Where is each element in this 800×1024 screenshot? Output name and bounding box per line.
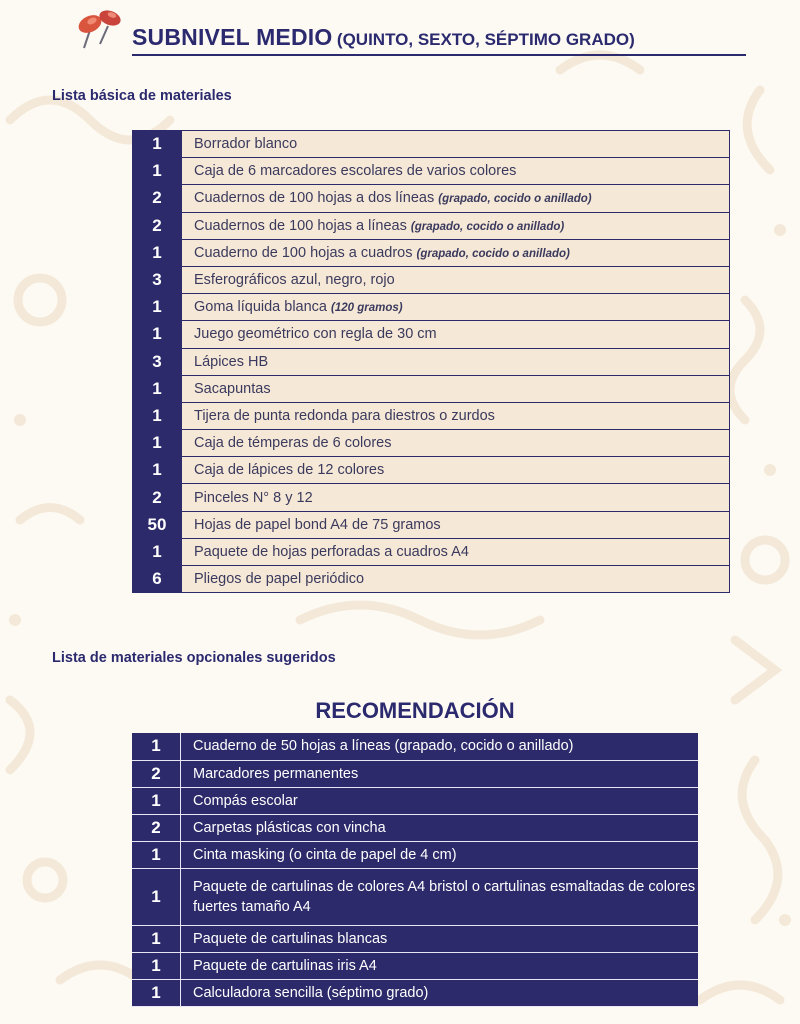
- item-quantity: 1: [133, 321, 182, 348]
- table-row: [133, 239, 730, 266]
- item-quantity: 1: [132, 925, 181, 952]
- item-description: [182, 321, 730, 348]
- table-row: [133, 348, 730, 375]
- item-text: Caja de 6 marcadores escolares de varios colores: [194, 163, 517, 180]
- item-quantity: 1: [133, 457, 182, 484]
- item-text: Pinceles N° 8 y 12: [194, 489, 313, 506]
- item-note: (grapado, cocido o anillado): [416, 247, 570, 260]
- optional-materials-table: [132, 733, 698, 1007]
- header-divider: [132, 54, 746, 56]
- table-row: [132, 868, 698, 925]
- item-text: Hojas de papel bond A4 de 75 gramos: [194, 516, 441, 533]
- item-description: [182, 375, 730, 402]
- table-row: [133, 266, 730, 293]
- table-row: [133, 294, 730, 321]
- item-quantity: 1: [133, 158, 182, 185]
- item-description: [182, 294, 730, 321]
- page-title-main: SUBNIVEL MEDIO: [132, 24, 333, 50]
- item-description: [182, 239, 730, 266]
- table-row: [132, 841, 698, 868]
- item-description: Cinta masking (o cinta de papel de 4 cm): [181, 841, 699, 868]
- item-quantity: 1: [132, 733, 181, 760]
- table-row: [133, 158, 730, 185]
- item-description: [182, 402, 730, 429]
- table-row: [133, 538, 730, 565]
- item-description: Paquete de cartulinas de colores A4 bristol o cartulinas esmaltadas de colores fuertes tamaño A4: [181, 868, 699, 925]
- item-quantity: 1: [132, 979, 181, 1006]
- page-title-grades: (QUINTO, SEXTO, SÉPTIMO GRADO): [336, 30, 635, 49]
- item-text: Caja de témperas de 6 colores: [194, 435, 392, 452]
- item-description: [182, 185, 730, 212]
- table-row: [133, 511, 730, 538]
- item-quantity: 3: [133, 348, 182, 375]
- table-row: [133, 457, 730, 484]
- item-description: Cuaderno de 50 hojas a líneas (grapado, cocido o anillado): [181, 733, 699, 760]
- table-row: [133, 484, 730, 511]
- item-description: [182, 511, 730, 538]
- item-text: Caja de lápices de 12 colores: [194, 462, 385, 479]
- item-note: (120 gramos): [331, 302, 403, 315]
- table-row: [132, 979, 698, 1006]
- item-text: Cuaderno de 100 hojas a cuadros: [194, 244, 417, 261]
- item-quantity: 1: [132, 868, 181, 925]
- item-quantity: 1: [132, 787, 181, 814]
- item-quantity: 1: [133, 430, 182, 457]
- item-description: [182, 212, 730, 239]
- basic-list-label: Lista básica de materiales: [52, 88, 232, 104]
- basic-materials-table: [132, 130, 730, 593]
- table-row: [132, 760, 698, 787]
- item-quantity: 1: [133, 239, 182, 266]
- table-row: [133, 430, 730, 457]
- table-row: [133, 402, 730, 429]
- table-row: [132, 952, 698, 979]
- item-description: [182, 457, 730, 484]
- pushpins-icon: [70, 4, 126, 54]
- item-quantity: 2: [132, 760, 181, 787]
- item-text: Esferográficos azul, negro, rojo: [194, 272, 395, 289]
- item-quantity: 1: [133, 131, 182, 158]
- item-description: [182, 266, 730, 293]
- table-row: [132, 925, 698, 952]
- optional-list-label: Lista de materiales opcionales sugeridos: [52, 650, 336, 666]
- item-quantity: 1: [132, 841, 181, 868]
- table-row: [132, 787, 698, 814]
- item-quantity: 1: [133, 402, 182, 429]
- item-description: [182, 430, 730, 457]
- item-text: Cuadernos de 100 hojas a dos líneas: [194, 190, 439, 207]
- item-quantity: 1: [133, 375, 182, 402]
- item-note: (grapado, cocido o anillado): [410, 220, 565, 233]
- page-title: [132, 24, 635, 51]
- table-row: [133, 212, 730, 239]
- item-quantity: 2: [133, 212, 182, 239]
- item-quantity: 2: [133, 185, 182, 212]
- item-quantity: 1: [133, 538, 182, 565]
- item-text: Borrador blanco: [194, 136, 298, 153]
- item-description: Calculadora sencilla (séptimo grado): [181, 979, 699, 1006]
- item-description: Carpetas plásticas con vincha: [181, 814, 699, 841]
- item-description: [182, 158, 730, 185]
- item-text: Sacapuntas: [194, 380, 271, 397]
- item-description: Paquete de cartulinas blancas: [181, 925, 699, 952]
- item-quantity: 1: [132, 952, 181, 979]
- item-quantity: 50: [133, 511, 182, 538]
- table-row: [133, 566, 730, 593]
- item-description: [182, 348, 730, 375]
- item-description: Paquete de cartulinas iris A4: [181, 952, 699, 979]
- table-row: [132, 733, 698, 760]
- table-row: [133, 375, 730, 402]
- item-description: [182, 131, 730, 158]
- item-description: [182, 538, 730, 565]
- item-text: Pliegos de papel periódico: [194, 571, 365, 588]
- table-row: [132, 814, 698, 841]
- table-row: [133, 131, 730, 158]
- item-description: Marcadores permanentes: [181, 760, 699, 787]
- item-quantity: 2: [133, 484, 182, 511]
- item-text: Goma líquida blanca: [194, 299, 332, 316]
- item-text: Cuadernos de 100 hojas a líneas: [194, 217, 411, 234]
- item-text: Paquete de hojas perforadas a cuadros A4: [194, 543, 469, 560]
- item-text: Tijera de punta redonda para diestros o zurdos: [194, 407, 495, 424]
- table-row: [133, 185, 730, 212]
- item-description: [182, 484, 730, 511]
- item-quantity: 1: [133, 294, 182, 321]
- item-quantity: 2: [132, 814, 181, 841]
- table-row: [133, 321, 730, 348]
- item-text: Juego geométrico con regla de 30 cm: [194, 326, 437, 343]
- item-description: Compás escolar: [181, 787, 699, 814]
- item-quantity: 3: [133, 266, 182, 293]
- page-header: [70, 4, 746, 56]
- item-note: (grapado, cocido o anillado): [438, 193, 592, 206]
- item-description: [182, 566, 730, 593]
- item-quantity: 6: [133, 566, 182, 593]
- item-text: Lápices HB: [194, 353, 269, 370]
- recommendation-heading: RECOMENDACIÓN: [315, 698, 515, 723]
